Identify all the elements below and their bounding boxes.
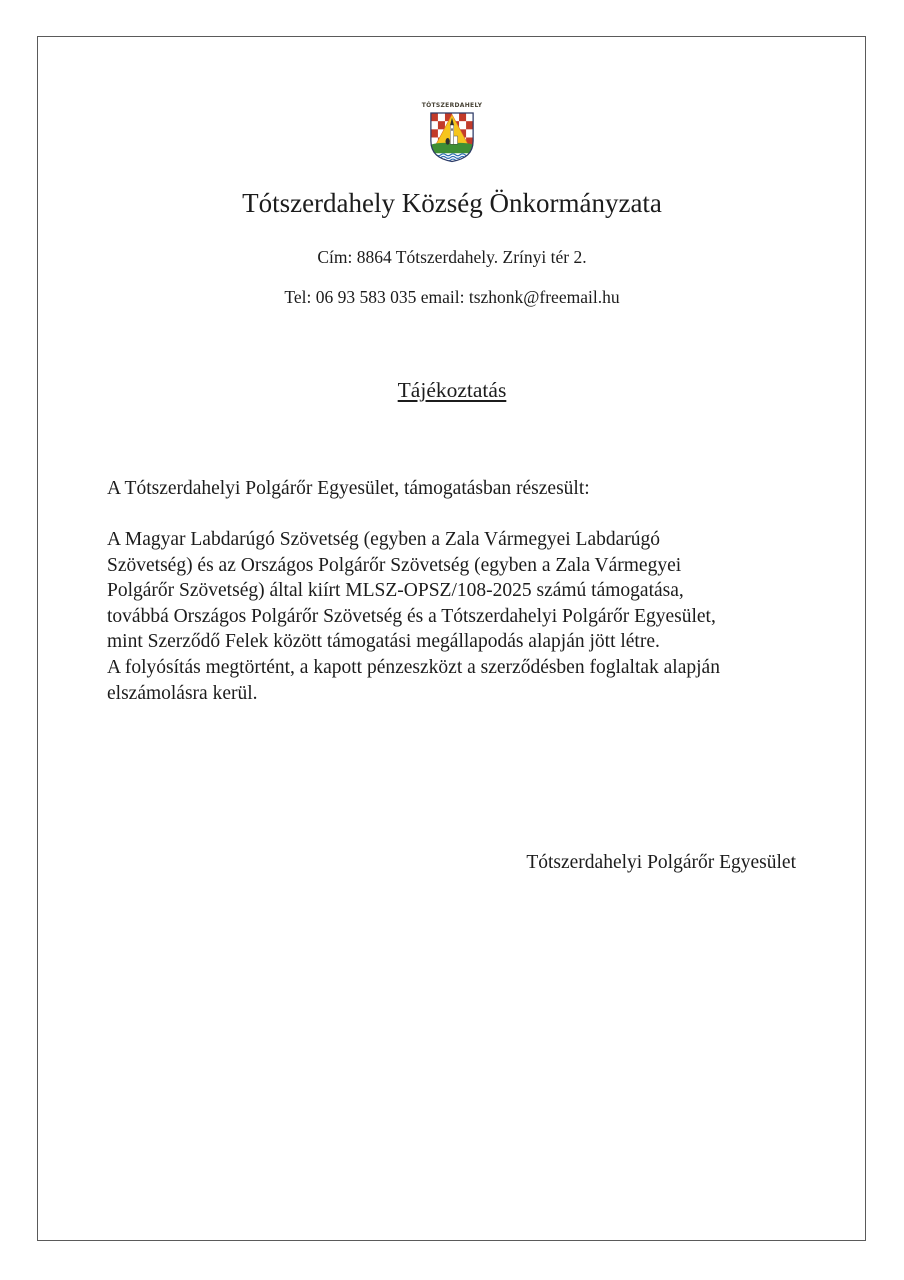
municipal-coat-of-arms <box>0 101 904 163</box>
body-line: továbbá Országos Polgárőr Szövetség és a Tótszerdahelyi Polgárőr Egyesület, <box>107 605 716 627</box>
green-hill <box>431 143 473 153</box>
intro-paragraph: A Tótszerdahelyi Polgárőr Egyesület, támogatásban részesült: <box>107 478 590 499</box>
contact-line: Tel: 06 93 583 035 email: tszhonk@freemail.hu <box>284 287 620 307</box>
page-title: Tótszerdahely Község Önkormányzata <box>242 188 662 218</box>
address-line: Cím: 8864 Tótszerdahely. Zrínyi tér 2. <box>317 247 587 267</box>
body-line: A Magyar Labdarúgó Szövetség (egyben a Zala Vármegyei Labdarúgó <box>107 529 661 550</box>
body-line: Szövetség) és az Országos Polgárőr Szövetség (egyben a Zala Vármegyei <box>107 554 682 576</box>
body-line: A folyósítás megtörtént, a kapott pénzeszközt a szerződésben foglaltak alapján <box>107 656 720 678</box>
coat-of-arms-icon <box>428 111 476 163</box>
crest-banner-text: TÓTSZERDAHELY <box>421 102 483 109</box>
body-paragraph <box>107 527 817 706</box>
signature-line: Tótszerdahelyi Polgárőr Egyesület <box>526 852 796 873</box>
body-line: Polgárőr Szövetség) által kiírt MLSZ-OPSZ/108-2025 számú támogatása, <box>107 580 684 602</box>
body-line: mint Szerződő Felek között támogatási megállapodás alapján jött létre. <box>107 631 660 653</box>
section-heading: Tájékoztatás <box>397 378 507 402</box>
body-line: elszámolásra kerül. <box>107 682 258 704</box>
